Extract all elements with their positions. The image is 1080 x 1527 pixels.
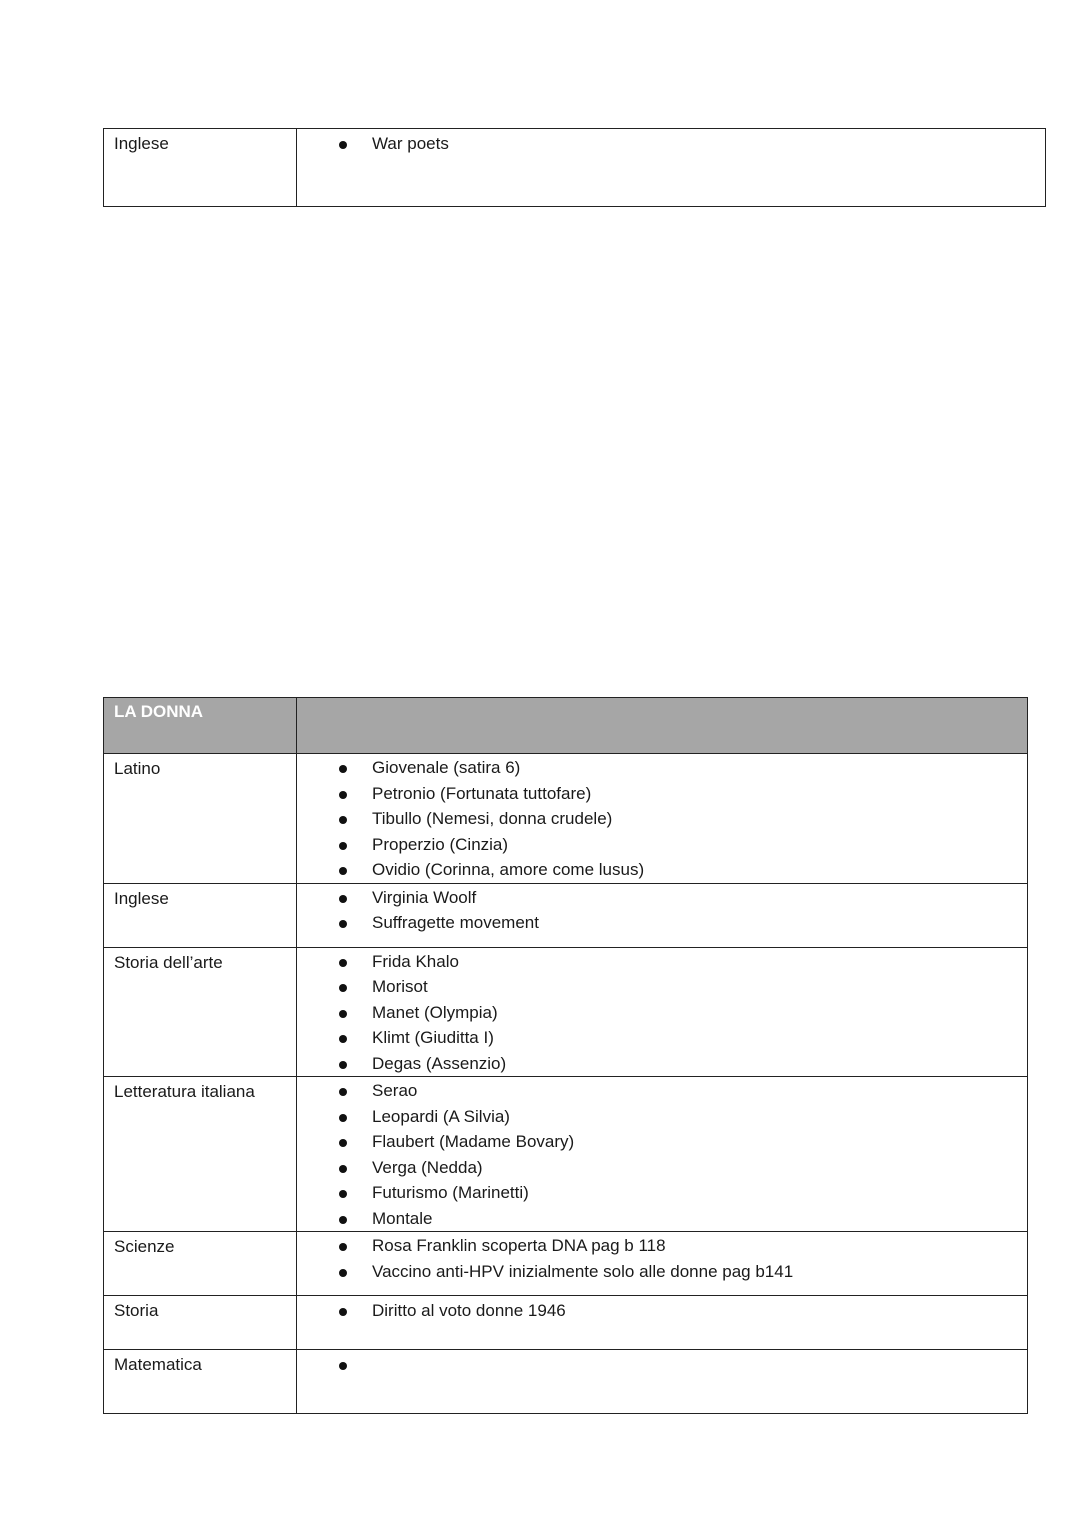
subject-label: Latino	[114, 759, 161, 778]
subject-cell	[104, 1350, 297, 1414]
topic-list	[297, 1232, 1027, 1284]
list-item: Giovenale (satira 6)	[297, 755, 1027, 781]
list-item: Frida Khalo	[297, 949, 1027, 975]
header-empty-cell	[297, 698, 1028, 754]
list-item: Leopardi (A Silvia)	[297, 1104, 1027, 1130]
subject-cell	[104, 754, 297, 884]
subject-cell	[104, 883, 297, 947]
table-row	[104, 1077, 1028, 1232]
list-item: War poets	[297, 133, 1045, 155]
list-item: Flaubert (Madame Bovary)	[297, 1129, 1027, 1155]
list-item: Morisot	[297, 974, 1027, 1000]
table-row	[104, 129, 1046, 207]
topic-list	[297, 948, 1027, 1077]
table-row	[104, 1350, 1028, 1414]
topic-list	[297, 129, 1045, 155]
list-item: Suffragette movement	[297, 910, 1027, 936]
list-item-empty	[297, 1354, 1027, 1376]
list-item: Petronio (Fortunata tuttofare)	[297, 781, 1027, 807]
topics-cell	[297, 1296, 1028, 1350]
subject-label: Letteratura italiana	[114, 1082, 255, 1101]
subject-label: Scienze	[114, 1237, 175, 1256]
list-item: Manet (Olympia)	[297, 1000, 1027, 1026]
list-item: Tibullo (Nemesi, donna crudele)	[297, 806, 1027, 832]
topic-list	[297, 1296, 1027, 1322]
list-item: Futurismo (Marinetti)	[297, 1180, 1027, 1206]
list-item: Vaccino anti-HPV inizialmente solo alle donne pag b141	[297, 1259, 1027, 1285]
table-row	[104, 947, 1028, 1077]
subject-cell	[104, 1077, 297, 1232]
topics-cell	[297, 1077, 1028, 1232]
header-title-cell	[104, 698, 297, 754]
topic-list	[297, 1350, 1027, 1376]
topics-cell	[297, 947, 1028, 1077]
topic-list	[297, 884, 1027, 936]
topic-list	[297, 1077, 1027, 1231]
list-item: Diritto al voto donne 1946	[297, 1300, 1027, 1322]
list-item: Serao	[297, 1078, 1027, 1104]
table-header-row	[104, 698, 1028, 754]
topics-cell	[297, 1350, 1028, 1414]
subject-label: Inglese	[114, 134, 169, 153]
table-row	[104, 754, 1028, 884]
list-item: Degas (Assenzio)	[297, 1051, 1027, 1077]
list-item: Virginia Woolf	[297, 885, 1027, 911]
list-item: Klimt (Giuditta I)	[297, 1025, 1027, 1051]
topics-cell	[297, 129, 1046, 207]
subject-cell	[104, 947, 297, 1077]
table-row	[104, 883, 1028, 947]
table-row	[104, 1232, 1028, 1296]
table-title: LA DONNA	[114, 702, 204, 721]
list-item: Ovidio (Corinna, amore come lusus)	[297, 857, 1027, 883]
topic-list	[297, 754, 1027, 883]
topics-cell	[297, 883, 1028, 947]
list-item: Properzio (Cinzia)	[297, 832, 1027, 858]
list-item: Rosa Franklin scoperta DNA pag b 118	[297, 1233, 1027, 1259]
subject-label: Storia dell’arte	[114, 952, 223, 972]
topics-cell	[297, 754, 1028, 884]
table-inglese-war-poets	[103, 128, 1046, 207]
subject-cell	[104, 1296, 297, 1350]
subject-cell	[104, 129, 297, 207]
subject-label: Inglese	[114, 888, 169, 908]
subject-cell	[104, 1232, 297, 1296]
subject-label: Matematica	[114, 1355, 202, 1374]
list-item: Verga (Nedda)	[297, 1155, 1027, 1181]
subject-label: Storia	[114, 1301, 159, 1320]
list-item: Montale	[297, 1206, 1027, 1232]
table-la-donna	[103, 697, 1028, 1414]
topics-cell	[297, 1232, 1028, 1296]
table-row	[104, 1296, 1028, 1350]
